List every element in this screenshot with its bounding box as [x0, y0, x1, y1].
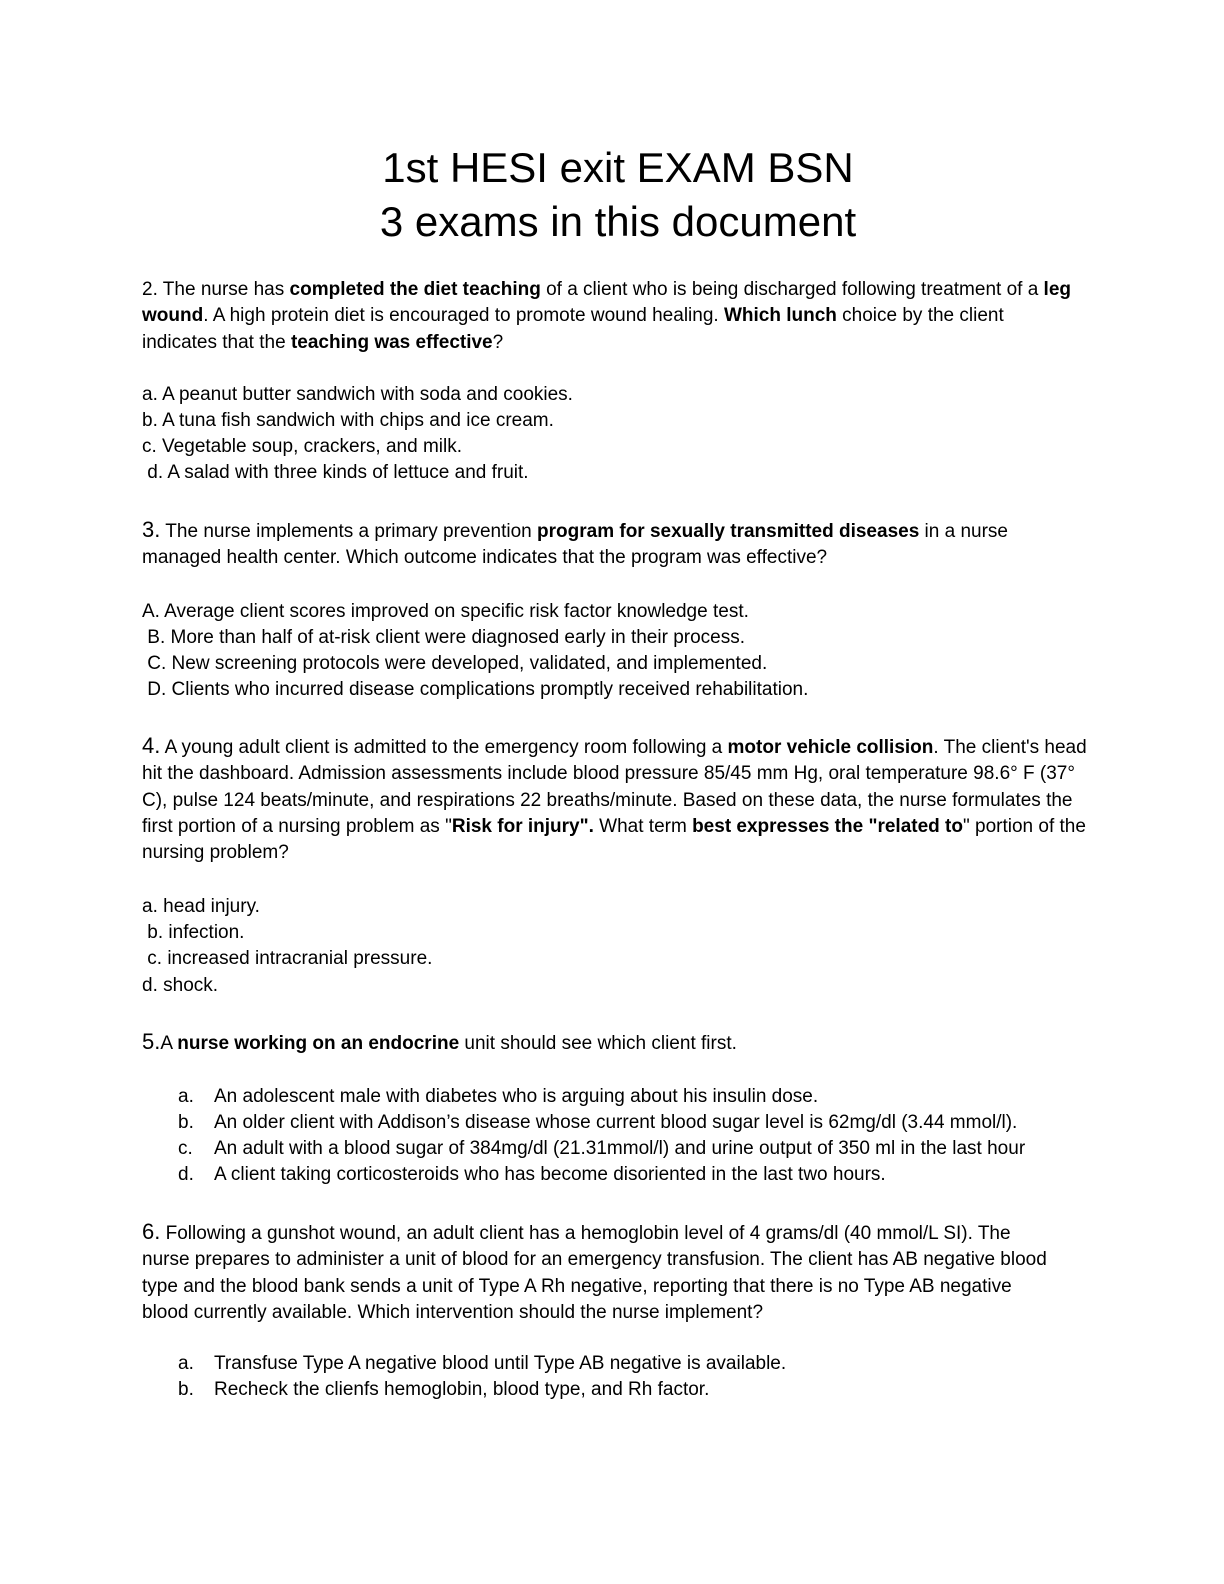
question-6-stem: 6. Following a gunshot wound, an adult client has a hemoglobin level of 4 grams/dl (40 mmol/L SI). The nurse prepares to administer a unit of blood for an emergency transfusion. The client has AB negative blood type and the blood bank sends a unit of Type A Rh negative, reporting that there is no Type AB negative blood currently available. Which intervention should the nurse implement?: [142, 1219, 1047, 1323]
answer-option: b. infection.: [142, 922, 245, 943]
question-4-stem: 4. A young adult client is admitted to the emergency room following a motor vehicle collision. The client's head hit the dashboard. Admission assessments include blood pressure 85/45 mm Hg, oral temperature 98.6° F (37° C), pulse 124 beats/minute, and respirations 22 breaths/minute. Based on these data, the nurse formulates the first portion of a nursing problem as "Risk for injury". What term best expresses the "related to" portion of the nursing problem?: [142, 733, 1087, 864]
question-number: 3.: [142, 517, 161, 542]
document-subtitle: 3 exams in this document: [379, 198, 857, 245]
answer-option: a. head injury.: [142, 896, 260, 917]
answer-option: c. Vegetable soup, crackers, and milk.: [142, 436, 462, 457]
document-page: 1st HESI exit EXAM BSN 3 exams in this document 2. The nurse has completed the diet teaching of a client who is being discharged following treatment of a leg wound. A high protein diet is encouraged to promote wound healing. Which lunch choice by the client indicates that the teaching was effective? a. A peanut butter sandwich with soda and cookies. b. A tuna fish sandwich with chips and ice cream. c. Vegetable soup, crackers, and milk. d. A salad with three kinds of lettuce and fruit. 3. The nurse implements a primary prevention program for sexually transmitted diseases in a nurse managed health center. Which outcome indicates that the program was effective? A. Average client scores improved on specific risk factor knowledge test. B. More than half of at-risk client were diagnosed early in their process. C. New screening protocols were developed, validated, and implemented. D. Clients who incurred disease complications promptly received rehabilitation. 4. A young adult client is admitted to the emergency room following a motor vehicle collision. The client's head hit the dashboard. Admission assessments include blood pressure 85/45 mm Hg, oral temperature 98.6° F (37° C), pulse 124 beats/minute, and respirations 22 breaths/minute. Based on these data, the nurse formulates the first portion of a nursing problem as "Risk for injury". What term best expresses the "related to" portion of the nursing problem? a. head injury. b. infection. c. increased intracranial pressure. d. shock. 5.A nurse working on an endocrine unit should see which client first. a. An adolescent male with diabetes who is arguing about his insulin dose. b. An older client with Addison’s disease whose current blood sugar level is 62mg/dl (3.44 mmol/l). c. An adult with a blood sugar of 384mg/dl (21.31mmol/l) and urine output of 350 ml in the last hour d. A client taking corticosteroids who has become disoriented in the last two hours. 6. Following a gunshot wound, an adult client has a hemoglobin level of 4 grams/dl (40 mmol/L SI). The nurse prepares to administer a unit of blood for an emergency transfusion. The client has AB negative blood type and the blood bank sends a unit of Type A Rh negative, reporting that there is no Type AB negative blood currently available. Which intervention should the nurse implement? a. Transfuse Type A negative blood until Type AB negative is available. b. Recheck the clienfs hemoglobin, blood type, and Rh factor.: [0, 0, 1224, 1584]
question-number: 2.: [142, 279, 158, 300]
answer-option: d. shock.: [142, 975, 219, 996]
answer-option: B. More than half of at-risk client were diagnosed early in their process.: [142, 627, 746, 648]
question-number: 5.: [142, 1029, 161, 1054]
answer-option: D. Clients who incurred disease complications promptly received rehabilitation.: [142, 679, 809, 700]
question-3-stem: 3. The nurse implements a primary prevention program for sexually transmitted diseases in a nurse managed health center. Which outcome indicates that the program was effective?: [142, 517, 1009, 569]
question-number: 6.: [142, 1219, 161, 1244]
answer-option: c. increased intracranial pressure.: [142, 948, 433, 969]
question-number: 4.: [142, 733, 161, 758]
question-2-stem: 2. The nurse has completed the diet teaching of a client who is being discharged following treatment of a leg wound. A high protein diet is encouraged to promote wound healing. Which lunch choice by the client indicates that the teaching was effective?: [142, 279, 1071, 353]
answer-option: d. A salad with three kinds of lettuce and fruit.: [142, 462, 529, 483]
question-5-stem: 5.A nurse working on an endocrine unit should see which client first.: [142, 1029, 737, 1054]
answer-option: a. A peanut butter sandwich with soda and cookies.: [142, 384, 573, 405]
answer-option: C. New screening protocols were developed, validated, and implemented.: [142, 653, 768, 674]
answer-option: b. A tuna fish sandwich with chips and ice cream.: [142, 410, 554, 431]
document-title: 1st HESI exit EXAM BSN: [382, 144, 854, 191]
answer-option: A. Average client scores improved on specific risk factor knowledge test.: [142, 601, 749, 622]
